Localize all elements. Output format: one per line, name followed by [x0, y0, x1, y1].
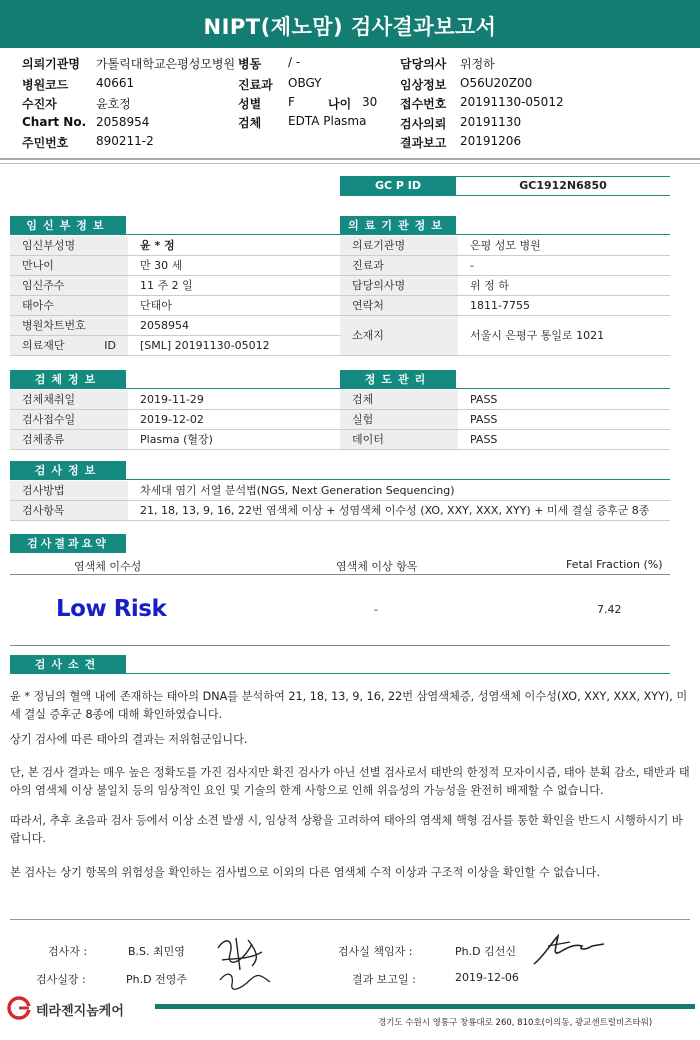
institution-key: 담당의사명	[340, 276, 458, 295]
pregnant-row	[10, 296, 340, 316]
hospital-code-label: 병원코드	[22, 78, 69, 92]
receipt-label: 접수번호	[400, 97, 447, 111]
summary-divider	[10, 645, 670, 646]
finding-paragraph-1: 윤 * 정님의 혈액 내에 존재하는 태아의 DNA를 분석하여 21, 18, 13, 9, 16, 22번 삼염색체증, 성염색체 이수성(XO, XXY, XXX, XYY), 미세 결실 증후군 8종에 대해 확인하였습니다.	[10, 690, 688, 721]
specimen-key: 검체종류	[10, 430, 128, 449]
findings-section-header	[10, 655, 670, 674]
summary-table-header	[10, 555, 670, 575]
finding-paragraph-2: 상기 검사에 따른 태아의 결과는 저위험군입니다.	[10, 733, 248, 746]
specimen-value: 2019-12-02	[140, 413, 204, 426]
footer-bar	[155, 1004, 695, 1009]
test-row	[10, 481, 670, 501]
summary-col-fetal-fraction: Fetal Fraction (%)	[566, 558, 663, 571]
institution-value: -	[470, 259, 474, 272]
pregnant-key: 태아수	[10, 296, 128, 315]
qc-key: 검체	[340, 390, 458, 409]
qc-row	[340, 410, 670, 430]
sex-label: 성별	[238, 97, 262, 111]
chart-label: Chart No.	[22, 115, 87, 129]
pregnant-row	[10, 316, 340, 336]
specimen-row	[10, 410, 340, 430]
qc-key: 데이터	[340, 430, 458, 449]
summary-section-title: 검사결과요약	[10, 534, 126, 553]
institution-row	[340, 236, 670, 256]
report-title: NIPT(제노맘) 검사결과보고서	[203, 15, 497, 39]
institution-row	[340, 256, 670, 276]
client-label: 의뢰기관명	[22, 57, 80, 71]
pregnant-row	[10, 256, 340, 276]
company-address: 경기도 수원시 영통구 창룡대로 260, 810호(이의동, 광교센트럴비즈타워)	[378, 1018, 653, 1028]
qc-value: PASS	[470, 433, 498, 446]
report-date-sign-value: 2019-12-06	[455, 971, 519, 984]
pregnant-value: 단태아	[140, 299, 172, 312]
pregnant-key: 만나이	[10, 256, 128, 275]
institution-key: 소재지	[340, 316, 458, 355]
institution-value: 위 정 하	[470, 279, 509, 292]
report-date-sign-label: 결과 보고일 :	[352, 973, 416, 986]
specimen-section-header	[10, 370, 340, 389]
tester-value: B.S. 최민영	[128, 945, 185, 958]
specimen-label: 검체	[238, 116, 262, 130]
pregnant-value: 2058954	[140, 319, 189, 332]
clinical-label: 임상정보	[400, 78, 447, 92]
qc-value: PASS	[470, 393, 498, 406]
pregnant-row	[10, 276, 340, 296]
qc-row	[340, 430, 670, 450]
age-value: 30	[362, 95, 378, 109]
finding-paragraph-5: 본 검사는 상기 항목의 위험성을 확인하는 검사법으로 이외의 다른 염색체 수적 이상과 구조적 이상을 확인할 수 없습니다.	[10, 866, 601, 879]
receipt-value: 20191130-05012	[460, 95, 564, 109]
institution-section-header	[340, 216, 670, 235]
pregnant-value: 만 30 세	[140, 259, 183, 272]
institution-value: 서울시 은평구 통일로 1021	[470, 329, 605, 342]
qc-row	[340, 390, 670, 410]
findings-bottom-divider	[10, 919, 690, 920]
report-title-bar	[0, 0, 700, 48]
pregnant-value: 윤 * 정	[140, 239, 175, 252]
institution-value: 1811-7755	[470, 299, 530, 312]
request-value: 20191130	[460, 115, 522, 129]
dept-label: 진료과	[238, 78, 273, 92]
test-section-header	[10, 461, 670, 480]
examinee-label: 수진자	[22, 97, 57, 111]
lab-head-label: 검사실 책임자 :	[338, 945, 413, 958]
report-date-value: 20191206	[460, 134, 522, 148]
client-value: 가톨릭대학교은평성모병원	[96, 57, 236, 71]
summary-col-aneuploidy: 염색체 이수성	[74, 560, 142, 573]
test-value: 차세대 염기 서열 분석법(NGS, Next Generation Sequencing)	[140, 484, 455, 497]
pregnant-key: 임신부성명	[10, 236, 128, 255]
qc-section-header	[340, 370, 670, 389]
chart-value: 2058954	[96, 115, 150, 129]
abnormal-value: -	[374, 603, 378, 616]
company-name: 테라젠지놈케어	[36, 1004, 124, 1019]
tester-signature	[212, 930, 274, 992]
institution-row	[340, 296, 670, 316]
id-label: 주민번호	[22, 136, 69, 150]
finding-paragraph-4: 따라서, 추후 초음파 검사 등에서 이상 소견 발생 시, 임상적 상황을 고려하여 태아의 염색체 핵형 검사를 통한 확인을 반드시 시행하시기 바랍니다.	[10, 814, 683, 845]
finding-paragraph-3: 단, 본 검사 결과는 매우 높은 정확도를 가진 검사지만 확진 검사가 아닌 선별 검사로서 태반의 한정적 모자이시즘, 태아 분획 감소, 태반과 태아의 염색체 이상 불일치 등의 임상적인 요인 및 기술의 한계 사항으로 인해 위음성의 가능성을 완전히 배제할 수 없습니다.	[10, 766, 690, 797]
pregnant-row	[10, 336, 340, 356]
specimen-section-title: 검체정보	[10, 370, 126, 389]
institution-row	[340, 316, 670, 356]
summary-col-abnormal: 염색체 이상 항목	[336, 560, 418, 573]
ward-label: 병동	[238, 57, 262, 71]
summary-section-header	[10, 534, 670, 553]
findings-section-title: 검사소견	[10, 655, 126, 674]
pregnant-key: 임신주수	[10, 276, 128, 295]
specimen-value: 2019-11-29	[140, 393, 204, 406]
doctor-label: 담당의사	[400, 57, 447, 71]
institution-row	[340, 276, 670, 296]
tester-label: 검사자 :	[48, 945, 88, 958]
pregnant-key: 병원차트번호	[10, 316, 128, 335]
test-section-title: 검사정보	[10, 461, 126, 480]
pregnant-value: 11 주 2 일	[140, 279, 193, 292]
institution-value: 은평 성모 병원	[470, 239, 541, 252]
gc-id-value: GC1912N6850	[456, 176, 670, 196]
specimen-row	[10, 390, 340, 410]
company-logo-icon	[6, 995, 34, 1021]
id-value: 890211-2	[96, 134, 154, 148]
director-value: Ph.D 전영주	[126, 973, 187, 986]
test-key: 검사방법	[10, 481, 128, 500]
institution-key: 연락처	[340, 296, 458, 315]
specimen-row	[10, 430, 340, 450]
specimen-value: Plasma (혈장)	[140, 433, 213, 446]
specimen-value: EDTA Plasma	[288, 114, 367, 128]
pregnant-key: 의료재단 ID	[10, 336, 128, 355]
risk-result: Low Risk	[56, 596, 167, 622]
header-divider	[0, 158, 700, 160]
fetal-fraction-value: 7.42	[597, 603, 622, 616]
clinical-value: O56U20Z00	[460, 76, 533, 90]
specimen-key: 검사접수일	[10, 410, 128, 429]
test-row	[10, 501, 670, 521]
pregnant-row	[10, 236, 340, 256]
lab-head-signature	[530, 930, 610, 970]
age-label: 나이	[328, 97, 352, 111]
pregnant-value: [SML] 20191130-05012	[140, 339, 270, 352]
qc-section-title: 정도관리	[340, 370, 456, 389]
hospital-code-value: 40661	[96, 76, 135, 90]
sex-value: F	[288, 95, 295, 109]
dept-value: OBGY	[288, 76, 322, 90]
director-label: 검사실장 :	[36, 973, 86, 986]
header-divider-thin	[0, 163, 700, 164]
doctor-value: 위정하	[460, 57, 495, 71]
specimen-key: 검체채취일	[10, 390, 128, 409]
gc-id-label: GC P ID	[340, 176, 456, 196]
test-value: 21, 18, 13, 9, 16, 22번 염색체 이상 + 성염색체 이수성 (XO, XXY, XXX, XYY) + 미세 결실 증후군 8종	[140, 504, 650, 517]
examinee-value: 윤호정	[96, 97, 131, 111]
ward-value: / -	[288, 55, 301, 69]
report-date-label: 결과보고	[400, 136, 447, 150]
qc-value: PASS	[470, 413, 498, 426]
pregnant-section-title: 임신부정보	[10, 216, 126, 235]
institution-key: 의료기관명	[340, 236, 458, 255]
gc-id-box	[340, 176, 670, 196]
request-label: 검사의뢰	[400, 117, 447, 131]
qc-key: 실험	[340, 410, 458, 429]
institution-section-title: 의료기관정보	[340, 216, 456, 235]
test-key: 검사항목	[10, 501, 128, 520]
lab-head-value: Ph.D 김선신	[455, 945, 516, 958]
institution-key: 진료과	[340, 256, 458, 275]
pregnant-section-header	[10, 216, 340, 235]
